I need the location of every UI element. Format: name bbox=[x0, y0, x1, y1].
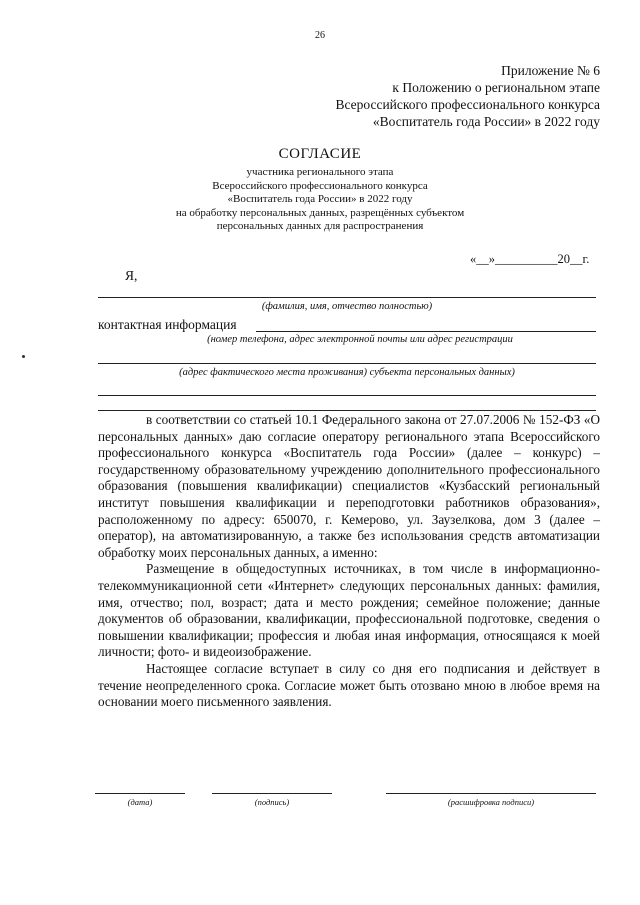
decode-line bbox=[386, 793, 596, 794]
margin-dot bbox=[22, 355, 25, 358]
appendix-line-2: к Положению о региональном этапе bbox=[392, 80, 600, 95]
date-signature-caption: (дата) bbox=[127, 797, 153, 807]
name-caption: (фамилия, имя, отчество полностью) bbox=[261, 301, 433, 312]
consent-body bbox=[98, 412, 600, 711]
date-signature-line bbox=[95, 793, 185, 794]
appendix-line-1: Приложение № 6 bbox=[501, 63, 600, 78]
name-underline bbox=[98, 297, 596, 298]
contact-label: контактная информация bbox=[98, 317, 237, 332]
contact-underline bbox=[256, 331, 596, 332]
subtitle-line-5: персональных данных для распространения bbox=[216, 220, 424, 232]
appendix-line-4: «Воспитатель года России» в 2022 году bbox=[372, 114, 600, 129]
subtitle-line-4: на обработку персональных данных, разрещённых субъектом bbox=[175, 206, 465, 219]
date-field: «__»__________20__г. bbox=[470, 252, 590, 266]
address-underline-2 bbox=[98, 395, 596, 396]
consent-paragraph-2: Размещение в общедоступных источниках, в том числе в информационно-телекоммуникационной сети «Интернет» следующих персональных данных: фамилия, имя, отчество; пол, возраст; дата и место рождения; семейное положение; данные документов об образовании, квалификации, профессиональной подготовке, сведения о повышении квалификации; профессия и любая иная информация, относящаяся к моей личности; фото- и видеоизображение. bbox=[98, 561, 600, 660]
consent-paragraph-3: Настоящее согласие вступает в силу со дня его подписания и действует в течение неопределенного срока. Согласие может быть отозвано мною в любое время на основании моего письменного заявления. bbox=[98, 660, 600, 710]
subtitle-line-1: участника регионального этапа bbox=[246, 166, 394, 178]
consent-paragraph-1: в соответствии со статьей 10.1 Федерального закона от 27.07.2006 № 152-ФЗ «О персональных данных» даю согласие оператору регионального этапа Всероссийского профессионального конкурса «Воспитатель года России» (далее – конкурс) – государственному образовательному учреждению дополнительного профессионального образования (повышения квалификации) специалистов «Кузбасский региональный институт повышения квалификации и переподготовки работников образования», расположенному по адресу: 650070, г. Кемерово, ул. Заузелкова, дом 3 (далее – оператор), на автоматизированную, а также без использования средств автоматизации обработку моих персональных данных, а именно: bbox=[98, 412, 600, 560]
sign-line bbox=[212, 793, 332, 794]
subtitle-line-2: Всероссийского профессионального конкурса bbox=[212, 179, 428, 192]
address-caption: (адрес фактического места проживания) субъекта персональных данных) bbox=[179, 367, 515, 378]
decode-caption: (расшифровка подписи) bbox=[447, 797, 535, 807]
address-underline-1 bbox=[98, 363, 596, 364]
appendix-header bbox=[335, 62, 600, 130]
document-subtitle bbox=[0, 166, 640, 234]
appendix-line-3: Всероссийского профессионального конкурса bbox=[335, 97, 600, 112]
contact-caption: (номер телефона, адрес электронной почты или адрес регистрации bbox=[207, 334, 513, 345]
address-underline-3 bbox=[98, 410, 596, 411]
sign-caption: (подпись) bbox=[254, 797, 290, 807]
subtitle-line-3: «Воспитатель года России» в 2022 году bbox=[227, 193, 413, 205]
page-number: 26 bbox=[315, 30, 325, 41]
ya-label: Я, bbox=[125, 268, 138, 283]
document-title: СОГЛАСИЕ bbox=[278, 146, 362, 162]
